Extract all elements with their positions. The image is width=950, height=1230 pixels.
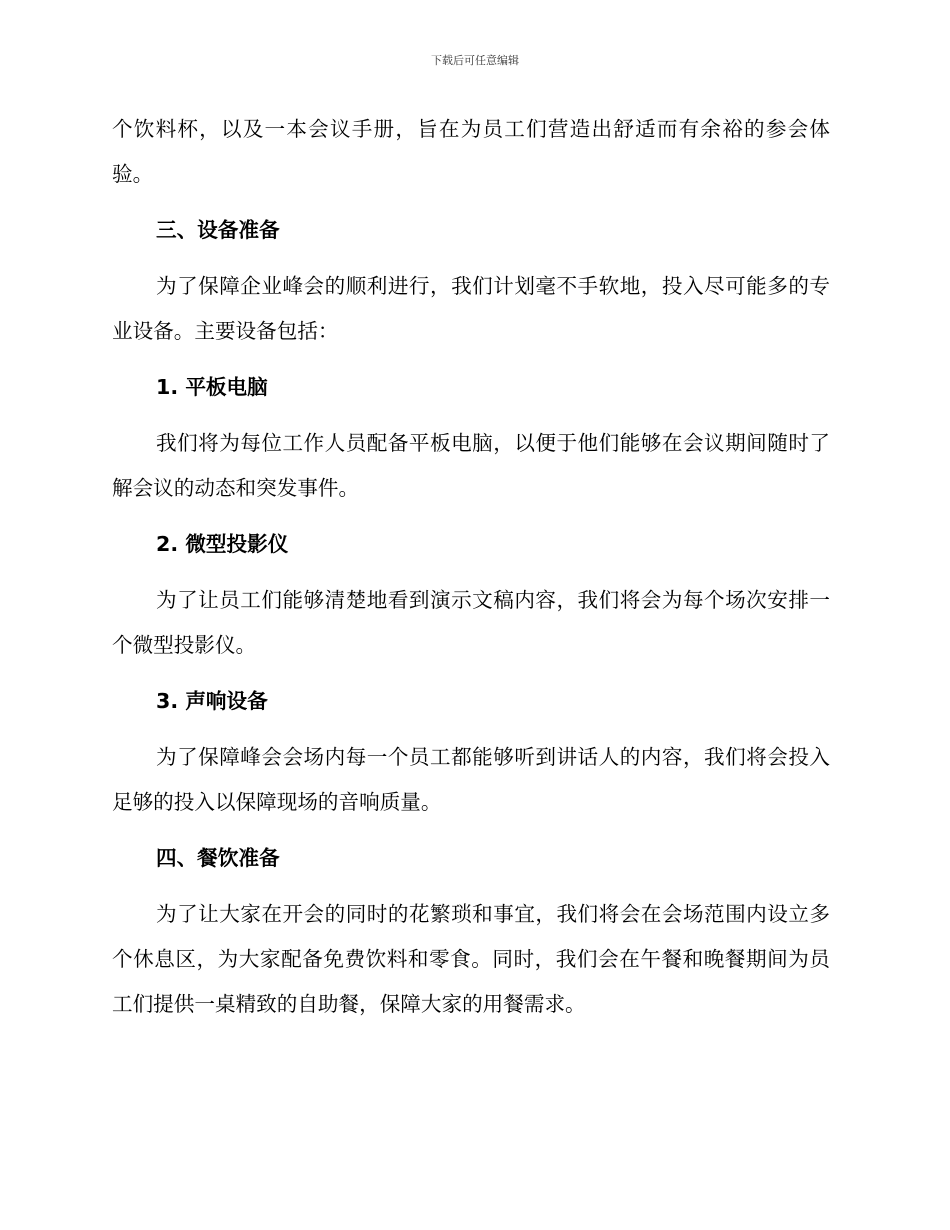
item-heading-projector: 2. 微型投影仪 <box>156 532 289 556</box>
section-heading-equipment: 三、设备准备 <box>156 218 280 242</box>
projector-paragraph: 为了让员工们能够清楚地看到演示文稿内容，我们将会为每个场次安排一个微型投影仪。 <box>112 588 830 657</box>
document-body <box>112 107 830 1038</box>
catering-paragraph: 为了让大家在开会的同时的花繁琐和事宜，我们将会在会场范围内设立多个休息区，为大家配备免费饮料和零食。同时，我们会在午餐和晚餐期间为员工们提供一桌精致的自助餐，保障大家的用餐需求。 <box>112 902 830 1016</box>
item-heading-audio: 3. 声响设备 <box>156 689 268 713</box>
tablet-paragraph: 我们将为每位工作人员配备平板电脑，以便于他们能够在会议期间随时了解会议的动态和突发事件。 <box>112 431 830 500</box>
section-heading-catering: 四、餐饮准备 <box>156 846 280 870</box>
audio-paragraph: 为了保障峰会会场内每一个员工都能够听到讲话人的内容，我们将会投入足够的投入以保障现场的音响质量。 <box>112 745 830 814</box>
item-heading-tablet: 1. 平板电脑 <box>156 375 268 399</box>
continuation-paragraph: 个饮料杯，以及一本会议手册，旨在为员工们营造出舒适而有余裕的参会体验。 <box>112 117 830 186</box>
equipment-intro-paragraph: 为了保障企业峰会的顺利进行，我们计划毫不手软地，投入尽可能多的专业设备。主要设备包括： <box>112 274 830 343</box>
page-header: 下载后可任意编辑 <box>431 54 519 67</box>
